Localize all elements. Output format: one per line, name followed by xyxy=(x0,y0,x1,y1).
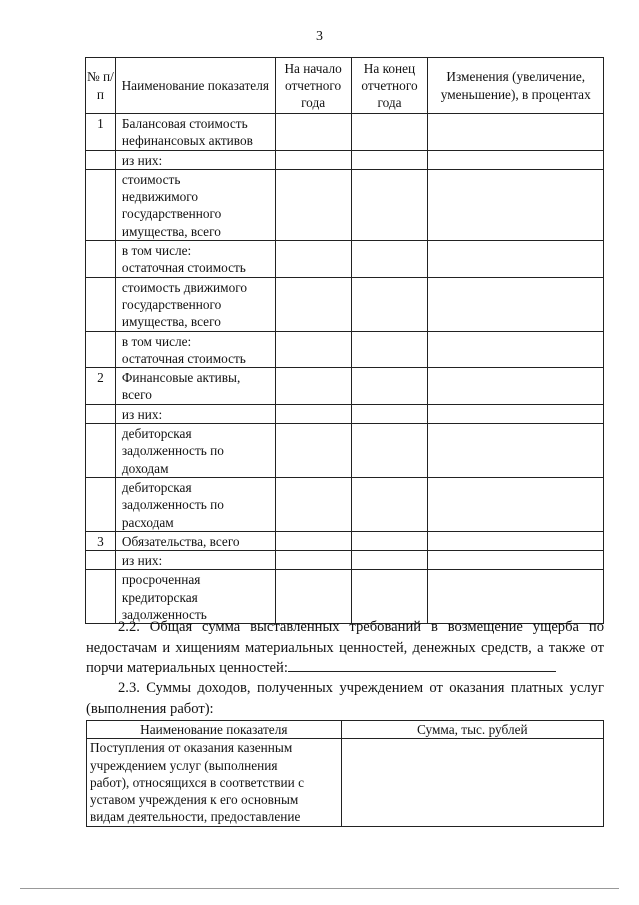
value-cell xyxy=(428,169,604,240)
header-sum: Сумма, тыс. рублей xyxy=(341,721,603,739)
value-cell xyxy=(428,531,604,550)
indicator-line: задолженность xyxy=(121,607,207,623)
indicator-line: дебиторская xyxy=(121,479,192,495)
value-cell xyxy=(428,570,604,624)
table-row xyxy=(86,169,604,240)
indicator-line: учреждением услуг (выполнения xyxy=(90,757,278,773)
row-indicator-name xyxy=(115,331,275,368)
indicator-line: остаточная стоимость xyxy=(121,350,246,366)
income-table xyxy=(86,720,604,827)
table-header-row xyxy=(87,721,604,739)
header-change: Изменения (увеличение, уменьшение), в процентах xyxy=(428,58,604,114)
section-2-3-text: 2.3. Суммы доходов, полученных учреждением от оказания платных услуг (выполнения работ): xyxy=(86,680,604,717)
value-cell xyxy=(341,739,603,826)
value-cell xyxy=(275,477,351,531)
value-cell xyxy=(428,114,604,151)
value-cell xyxy=(351,570,428,624)
indicator-line: нефинансовых активов xyxy=(121,133,253,149)
value-cell xyxy=(428,277,604,331)
value-cell xyxy=(351,277,428,331)
section-2-2 xyxy=(86,617,604,679)
value-cell xyxy=(428,241,604,278)
row-number xyxy=(86,241,116,278)
indicator-line: Поступления от оказания казенным xyxy=(90,740,293,756)
indicator-line: Обязательства, всего xyxy=(121,533,240,549)
table-row xyxy=(86,477,604,531)
table-row xyxy=(87,739,604,826)
value-cell xyxy=(275,169,351,240)
value-cell xyxy=(275,241,351,278)
header-num: № п/п xyxy=(86,58,116,114)
header-name: Наименование показателя xyxy=(115,58,275,114)
table-row xyxy=(86,368,604,405)
header-start: На начало отчетного года xyxy=(275,58,351,114)
row-number: 2 xyxy=(86,368,116,405)
indicator-line: задолженность по xyxy=(121,443,224,459)
table-row xyxy=(86,114,604,151)
row-indicator-name xyxy=(115,477,275,531)
row-indicator-name xyxy=(115,404,275,423)
table-row xyxy=(86,551,604,570)
table-row xyxy=(86,331,604,368)
row-indicator-name xyxy=(115,241,275,278)
indicator-line: государственного xyxy=(121,296,222,312)
indicator-line: дебиторская xyxy=(121,426,192,442)
row-number xyxy=(86,570,116,624)
value-cell xyxy=(428,477,604,531)
row-number xyxy=(86,404,116,423)
row-number xyxy=(86,277,116,331)
value-cell xyxy=(351,150,428,169)
row-number: 1 xyxy=(86,114,116,151)
indicator-line: из них: xyxy=(121,553,163,569)
table-row xyxy=(86,570,604,624)
value-cell xyxy=(351,424,428,478)
indicator-line: просроченная xyxy=(121,572,201,588)
section-2-3 xyxy=(86,678,604,719)
value-cell xyxy=(351,241,428,278)
indicator-line: Финансовые активы, xyxy=(121,370,241,386)
table-header-row xyxy=(86,58,604,114)
indicator-line: в том числе: xyxy=(121,243,192,259)
value-cell xyxy=(275,551,351,570)
indicator-line: кредиторская xyxy=(121,589,198,605)
indicator-line: всего xyxy=(121,387,152,403)
indicator-line: из них: xyxy=(121,152,163,168)
table-row xyxy=(86,241,604,278)
value-cell xyxy=(275,277,351,331)
value-cell xyxy=(275,404,351,423)
value-cell xyxy=(275,331,351,368)
row-number xyxy=(86,331,116,368)
indicator-line: государственного xyxy=(121,206,222,222)
row-number xyxy=(86,477,116,531)
balance-table xyxy=(85,57,604,624)
table-row xyxy=(86,277,604,331)
header-end: На конец отчетного года xyxy=(351,58,428,114)
indicator-line: расходам xyxy=(121,514,174,530)
row-indicator-name xyxy=(87,739,342,826)
indicator-line: из них: xyxy=(121,406,163,422)
indicator-line: уставом учреждения к его основным xyxy=(90,792,299,808)
value-cell xyxy=(275,150,351,169)
row-number xyxy=(86,424,116,478)
indicator-line: стоимость движимого xyxy=(121,279,247,295)
indicator-line: в том числе: xyxy=(121,333,192,349)
table-row xyxy=(86,424,604,478)
table-row xyxy=(86,404,604,423)
indicator-line: остаточная стоимость xyxy=(121,260,246,276)
row-indicator-name xyxy=(115,277,275,331)
value-cell xyxy=(351,368,428,405)
row-number xyxy=(86,169,116,240)
indicator-line: имущества, всего xyxy=(121,223,221,239)
value-cell xyxy=(275,368,351,405)
claims-amount-blank xyxy=(288,658,556,672)
indicator-line: имущества, всего xyxy=(121,314,221,330)
value-cell xyxy=(275,570,351,624)
row-number xyxy=(86,551,116,570)
value-cell xyxy=(275,424,351,478)
row-indicator-name xyxy=(115,114,275,151)
row-number xyxy=(86,150,116,169)
value-cell xyxy=(351,114,428,151)
indicator-line: недвижимого xyxy=(121,189,199,205)
page-number: 3 xyxy=(316,29,323,44)
value-cell xyxy=(275,114,351,151)
value-cell xyxy=(351,477,428,531)
header-name: Наименование показателя xyxy=(87,721,342,739)
indicator-line: стоимость xyxy=(121,171,181,187)
row-indicator-name xyxy=(115,531,275,550)
table-row xyxy=(86,150,604,169)
indicator-line: задолженность по xyxy=(121,497,224,513)
value-cell xyxy=(351,169,428,240)
value-cell xyxy=(428,424,604,478)
table-row xyxy=(86,531,604,550)
page-bottom-divider xyxy=(20,888,619,889)
row-indicator-name xyxy=(115,424,275,478)
value-cell xyxy=(351,404,428,423)
value-cell xyxy=(428,150,604,169)
section-2-2-text: 2.2. Общая сумма выставленных требований в возмещение ущерба по недостачам и хищениям материальных ценностей, денежных средств, а также от порчи материальных ценностей: xyxy=(86,619,604,676)
indicator-line: видам деятельности, предоставление xyxy=(90,809,301,825)
value-cell xyxy=(428,331,604,368)
value-cell xyxy=(428,404,604,423)
indicator-line: Балансовая стоимость xyxy=(121,116,248,131)
row-indicator-name xyxy=(115,150,275,169)
indicator-line: работ), относящихся в соответствии с xyxy=(90,774,304,790)
value-cell xyxy=(428,551,604,570)
value-cell xyxy=(275,531,351,550)
row-number: 3 xyxy=(86,531,116,550)
value-cell xyxy=(428,368,604,405)
row-indicator-name xyxy=(115,570,275,624)
value-cell xyxy=(351,531,428,550)
row-indicator-name xyxy=(115,169,275,240)
value-cell xyxy=(351,551,428,570)
value-cell xyxy=(351,331,428,368)
row-indicator-name xyxy=(115,551,275,570)
row-indicator-name xyxy=(115,368,275,405)
indicator-line: доходам xyxy=(121,460,169,476)
